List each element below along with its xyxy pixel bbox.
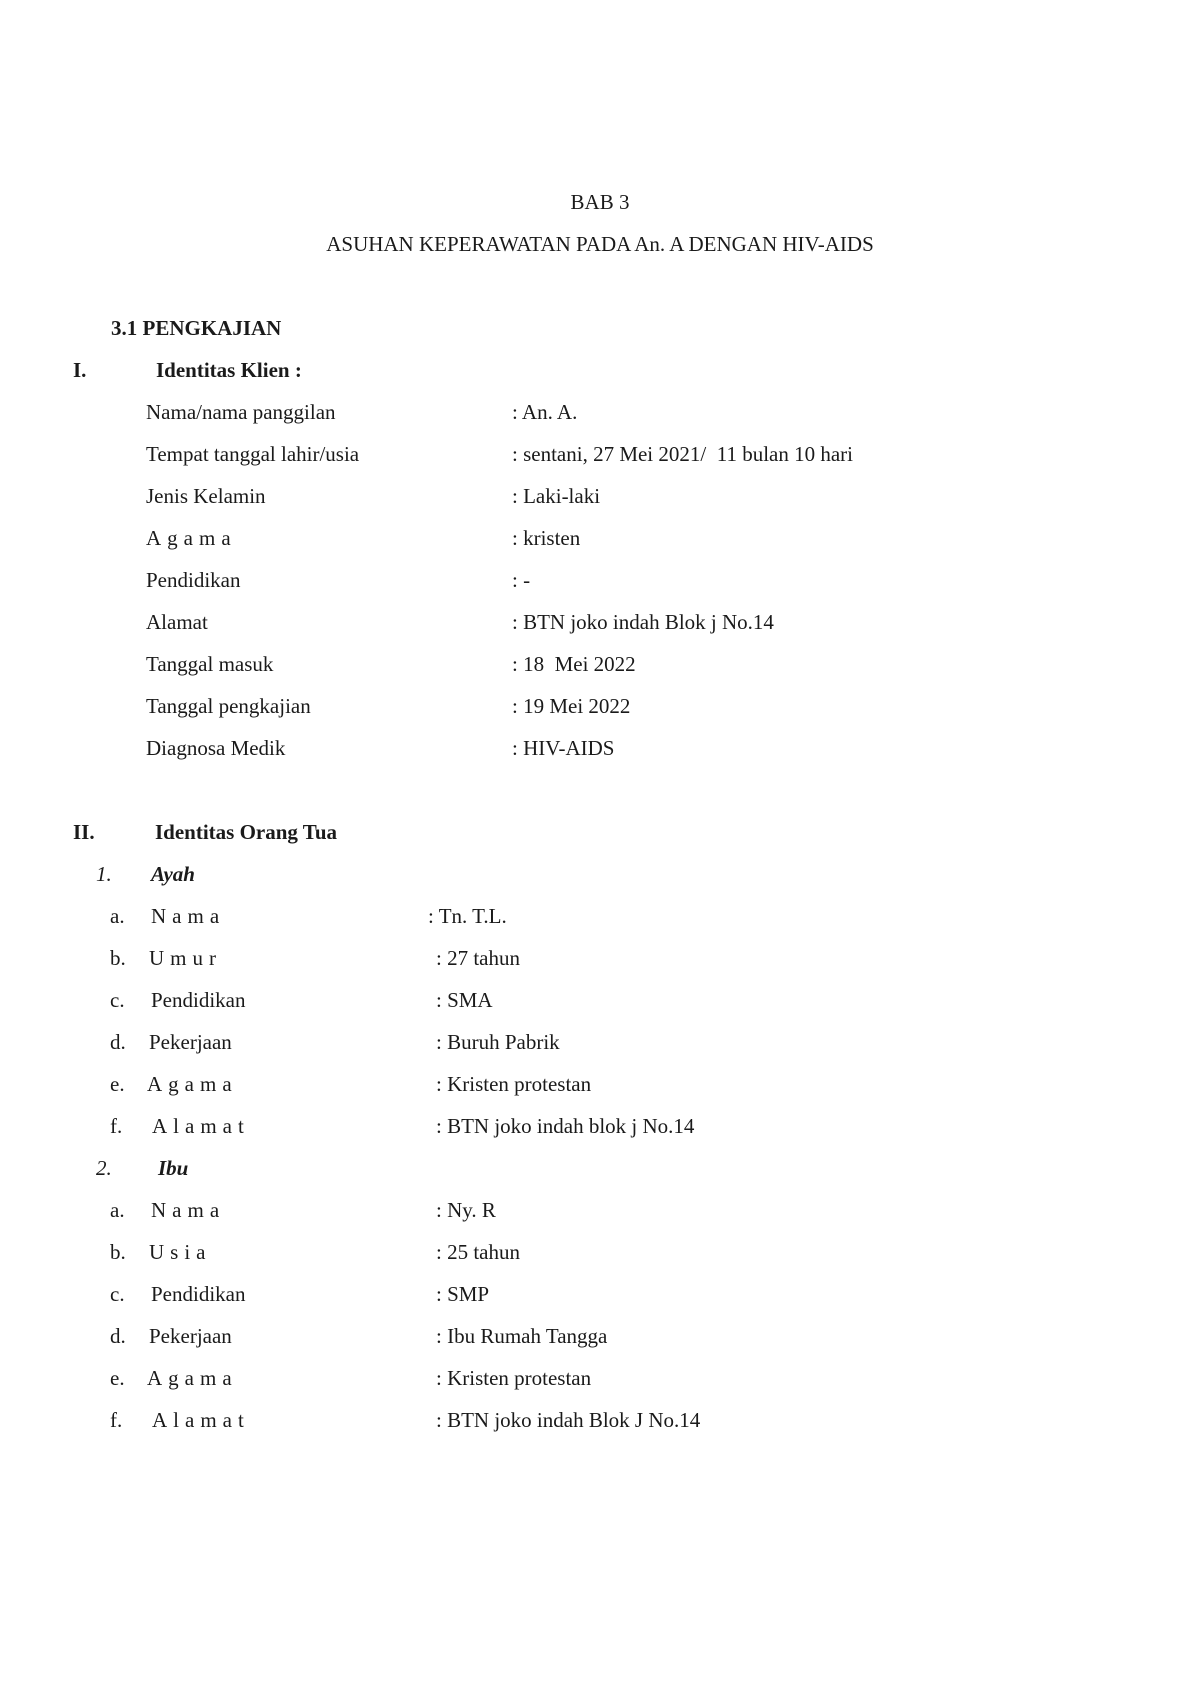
ayah-letter: e. bbox=[110, 1072, 125, 1096]
ibu-number: 2. bbox=[96, 1156, 112, 1180]
ayah-label: Pekerjaan bbox=[149, 1030, 232, 1054]
ayah-value: : BTN joko indah blok j No.14 bbox=[436, 1114, 695, 1138]
ibu-value: : Ibu Rumah Tangga bbox=[436, 1324, 608, 1348]
ayah-label: Nama bbox=[151, 904, 226, 928]
ibu-value: : SMP bbox=[436, 1282, 490, 1306]
klien-value: : 18 Mei 2022 bbox=[512, 652, 636, 676]
klien-label: Nama/nama panggilan bbox=[146, 400, 336, 424]
ibu-label: Nama bbox=[151, 1198, 226, 1222]
klien-value: : BTN joko indah Blok j No.14 bbox=[512, 610, 774, 634]
ayah-letter: c. bbox=[110, 988, 125, 1012]
ayah-letter: a. bbox=[110, 904, 125, 928]
ibu-label: Pekerjaan bbox=[149, 1324, 232, 1348]
chapter-title: ASUHAN KEPERAWATAN PADA An. A DENGAN HIV-AIDS bbox=[326, 232, 874, 256]
ibu-value: : 25 tahun bbox=[436, 1240, 520, 1264]
klien-label: Alamat bbox=[146, 610, 208, 634]
klien-heading: Identitas Klien : bbox=[156, 358, 302, 382]
klien-label: Pendidikan bbox=[146, 568, 241, 592]
ibu-letter: d. bbox=[110, 1324, 126, 1348]
klien-value: : kristen bbox=[512, 526, 581, 550]
orangtua-number: II. bbox=[73, 820, 95, 844]
ayah-number: 1. bbox=[96, 862, 112, 886]
ayah-value: : Tn. T.L. bbox=[428, 904, 507, 928]
ayah-letter: b. bbox=[110, 946, 126, 970]
klien-number: I. bbox=[73, 358, 87, 382]
section-heading: 3.1 PENGKAJIAN bbox=[111, 316, 282, 340]
klien-value: : sentani, 27 Mei 2021/ 11 bulan 10 hari bbox=[512, 442, 854, 466]
klien-value: : Laki-laki bbox=[512, 484, 601, 508]
ayah-value: : Buruh Pabrik bbox=[436, 1030, 560, 1054]
ibu-label: Alamat bbox=[152, 1408, 250, 1432]
ibu-letter: b. bbox=[110, 1240, 126, 1264]
ibu-value: : BTN joko indah Blok J No.14 bbox=[436, 1408, 701, 1432]
chapter-label: BAB 3 bbox=[570, 190, 630, 214]
ayah-value: : SMA bbox=[436, 988, 493, 1012]
ayah-value: : 27 tahun bbox=[436, 946, 520, 970]
ibu-letter: e. bbox=[110, 1366, 125, 1390]
ibu-label: Pendidikan bbox=[151, 1282, 246, 1306]
ayah-label: Umur bbox=[149, 946, 222, 970]
ibu-letter: c. bbox=[110, 1282, 125, 1306]
klien-label: Agama bbox=[146, 526, 237, 550]
ibu-letter: f. bbox=[110, 1408, 123, 1432]
klien-label: Tanggal masuk bbox=[146, 652, 274, 676]
orangtua-heading: Identitas Orang Tua bbox=[155, 820, 338, 844]
ayah-heading: Ayah bbox=[151, 862, 195, 886]
klien-label: Tanggal pengkajian bbox=[146, 694, 311, 718]
ayah-letter: f. bbox=[110, 1114, 123, 1138]
klien-value: : An. A. bbox=[512, 400, 578, 424]
ibu-label: Agama bbox=[147, 1366, 238, 1390]
ibu-label: Usia bbox=[149, 1240, 212, 1264]
klien-value: : HIV-AIDS bbox=[512, 736, 615, 760]
ayah-label: Pendidikan bbox=[151, 988, 246, 1012]
klien-label: Jenis Kelamin bbox=[146, 484, 266, 508]
klien-value: : - bbox=[512, 568, 531, 592]
ibu-value: : Kristen protestan bbox=[436, 1366, 592, 1390]
ayah-letter: d. bbox=[110, 1030, 126, 1054]
ibu-letter: a. bbox=[110, 1198, 125, 1222]
ibu-value: : Ny. R bbox=[436, 1198, 496, 1222]
klien-label: Tempat tanggal lahir/usia bbox=[146, 442, 360, 466]
ayah-label: Agama bbox=[147, 1072, 238, 1096]
ayah-label: Alamat bbox=[152, 1114, 250, 1138]
ayah-value: : Kristen protestan bbox=[436, 1072, 592, 1096]
ibu-heading: Ibu bbox=[158, 1156, 189, 1180]
klien-label: Diagnosa Medik bbox=[146, 736, 286, 760]
klien-value: : 19 Mei 2022 bbox=[512, 694, 631, 718]
